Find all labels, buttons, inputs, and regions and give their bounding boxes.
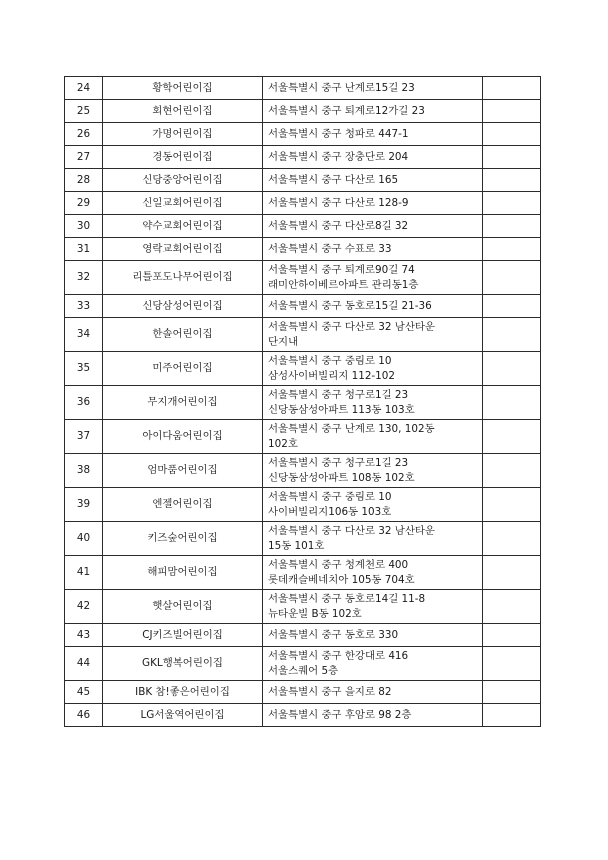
address-line: 서울특별시 중구 난계로 130, 102동 bbox=[268, 422, 435, 435]
address-line: 신당동삼성아파트 108동 102호 bbox=[268, 471, 415, 484]
daycare-address bbox=[263, 261, 483, 295]
table-row bbox=[65, 590, 541, 624]
table-row bbox=[65, 386, 541, 420]
daycare-name: IBK 참!좋은어린이집 bbox=[103, 681, 263, 704]
table-body bbox=[65, 77, 541, 727]
table-row bbox=[65, 681, 541, 704]
address-line: 서울특별시 중구 퇴계로12가길 23 bbox=[268, 104, 425, 117]
table-row bbox=[65, 488, 541, 522]
daycare-address bbox=[263, 123, 483, 146]
note-cell bbox=[483, 295, 541, 318]
daycare-address bbox=[263, 488, 483, 522]
note-cell bbox=[483, 318, 541, 352]
note-cell bbox=[483, 488, 541, 522]
address-line: 서울특별시 중구 중림로 10 bbox=[268, 490, 392, 503]
address-line: 뉴타운빌 B동 102호 bbox=[268, 607, 362, 620]
address-line: 삼성사이버빌리지 112-102 bbox=[268, 369, 396, 382]
note-cell bbox=[483, 454, 541, 488]
table-row bbox=[65, 192, 541, 215]
daycare-name: 미주어린이집 bbox=[103, 352, 263, 386]
daycare-address bbox=[263, 454, 483, 488]
daycare-address bbox=[263, 100, 483, 123]
note-cell bbox=[483, 261, 541, 295]
address-line: 서울특별시 중구 동호로 330 bbox=[268, 628, 399, 641]
row-number: 45 bbox=[65, 681, 103, 704]
daycare-name: CJ키즈빌어린이집 bbox=[103, 624, 263, 647]
address-line: 서울특별시 중구 다산로 32 남산타운 bbox=[268, 524, 435, 537]
table-row bbox=[65, 318, 541, 352]
daycare-name: GKL행복어린이집 bbox=[103, 647, 263, 681]
daycare-address bbox=[263, 318, 483, 352]
note-cell bbox=[483, 386, 541, 420]
row-number: 34 bbox=[65, 318, 103, 352]
daycare-name: 가명어린이집 bbox=[103, 123, 263, 146]
address-line: 서울특별시 중구 중림로 10 bbox=[268, 354, 392, 367]
row-number: 44 bbox=[65, 647, 103, 681]
address-line: 래미안하이베르아파트 관리동1층 bbox=[268, 278, 419, 291]
daycare-address bbox=[263, 215, 483, 238]
note-cell bbox=[483, 681, 541, 704]
daycare-address bbox=[263, 352, 483, 386]
table-row bbox=[65, 215, 541, 238]
address-line: 15동 101호 bbox=[268, 539, 325, 552]
daycare-name: 신당중앙어린이집 bbox=[103, 169, 263, 192]
daycare-address bbox=[263, 146, 483, 169]
daycare-name: 신당삼성어린이집 bbox=[103, 295, 263, 318]
row-number: 42 bbox=[65, 590, 103, 624]
table-row bbox=[65, 420, 541, 454]
daycare-address bbox=[263, 522, 483, 556]
daycare-name: 엄마품어린이집 bbox=[103, 454, 263, 488]
address-line: 서울특별시 중구 한강대로 416 bbox=[268, 649, 409, 662]
table-row bbox=[65, 522, 541, 556]
daycare-name: 키즈숲어린이집 bbox=[103, 522, 263, 556]
daycare-name: 아이다움어린이집 bbox=[103, 420, 263, 454]
row-number: 31 bbox=[65, 238, 103, 261]
address-line: 서울특별시 중구 청파로 447-1 bbox=[268, 127, 409, 140]
daycare-name: 엔젤어린이집 bbox=[103, 488, 263, 522]
daycare-name: 영락교회어린이집 bbox=[103, 238, 263, 261]
address-line: 서울특별시 중구 난계로15길 23 bbox=[268, 81, 415, 94]
address-line: 서울특별시 중구 청계천로 400 bbox=[268, 558, 409, 571]
row-number: 39 bbox=[65, 488, 103, 522]
daycare-address bbox=[263, 624, 483, 647]
table-row bbox=[65, 123, 541, 146]
table-row bbox=[65, 238, 541, 261]
address-line: 서울특별시 중구 청구로1길 23 bbox=[268, 456, 409, 469]
daycare-address bbox=[263, 169, 483, 192]
row-number: 43 bbox=[65, 624, 103, 647]
daycare-address bbox=[263, 192, 483, 215]
address-line: 서울특별시 중구 동호로15길 21-36 bbox=[268, 299, 432, 312]
daycare-address bbox=[263, 647, 483, 681]
table-row bbox=[65, 169, 541, 192]
row-number: 28 bbox=[65, 169, 103, 192]
address-line: 서울특별시 중구 동호로14길 11-8 bbox=[268, 592, 426, 605]
daycare-name: 햇살어린이집 bbox=[103, 590, 263, 624]
daycare-address bbox=[263, 556, 483, 590]
daycare-name: 무지개어린이집 bbox=[103, 386, 263, 420]
table-row bbox=[65, 261, 541, 295]
row-number: 41 bbox=[65, 556, 103, 590]
daycare-name: 경동어린이집 bbox=[103, 146, 263, 169]
address-line: 서울특별시 중구 을지로 82 bbox=[268, 685, 392, 698]
table-row bbox=[65, 454, 541, 488]
row-number: 26 bbox=[65, 123, 103, 146]
daycare-address bbox=[263, 77, 483, 100]
address-line: 서울특별시 중구 후암로 98 2층 bbox=[268, 708, 412, 721]
daycare-address bbox=[263, 386, 483, 420]
address-line: 서울특별시 중구 다산로 165 bbox=[268, 173, 399, 186]
daycare-name: LG서울역어린이집 bbox=[103, 704, 263, 727]
row-number: 37 bbox=[65, 420, 103, 454]
daycare-address bbox=[263, 590, 483, 624]
table-row bbox=[65, 146, 541, 169]
table-row bbox=[65, 77, 541, 100]
address-line: 102호 bbox=[268, 437, 298, 450]
table-row bbox=[65, 100, 541, 123]
note-cell bbox=[483, 238, 541, 261]
table-row bbox=[65, 556, 541, 590]
note-cell bbox=[483, 123, 541, 146]
row-number: 46 bbox=[65, 704, 103, 727]
row-number: 33 bbox=[65, 295, 103, 318]
row-number: 30 bbox=[65, 215, 103, 238]
address-line: 서울특별시 중구 퇴계로90길 74 bbox=[268, 263, 415, 276]
row-number: 40 bbox=[65, 522, 103, 556]
table-row bbox=[65, 352, 541, 386]
address-line: 서울특별시 중구 다산로8길 32 bbox=[268, 219, 409, 232]
daycare-table bbox=[64, 76, 541, 727]
daycare-address bbox=[263, 295, 483, 318]
note-cell bbox=[483, 100, 541, 123]
note-cell bbox=[483, 77, 541, 100]
address-line: 서울특별시 중구 장충단로 204 bbox=[268, 150, 409, 163]
note-cell bbox=[483, 704, 541, 727]
note-cell bbox=[483, 522, 541, 556]
row-number: 32 bbox=[65, 261, 103, 295]
table-row bbox=[65, 624, 541, 647]
table-row bbox=[65, 704, 541, 727]
note-cell bbox=[483, 420, 541, 454]
note-cell bbox=[483, 146, 541, 169]
address-line: 서울특별시 중구 청구로1길 23 bbox=[268, 388, 409, 401]
address-line: 서울특별시 중구 다산로 128-9 bbox=[268, 196, 409, 209]
daycare-address bbox=[263, 420, 483, 454]
address-line: 단지내 bbox=[268, 335, 299, 348]
daycare-name: 회현어린이집 bbox=[103, 100, 263, 123]
address-line: 서울특별시 중구 수표로 33 bbox=[268, 242, 392, 255]
note-cell bbox=[483, 624, 541, 647]
note-cell bbox=[483, 192, 541, 215]
row-number: 38 bbox=[65, 454, 103, 488]
row-number: 35 bbox=[65, 352, 103, 386]
address-line: 서울특별시 중구 다산로 32 남산타운 bbox=[268, 320, 435, 333]
row-number: 25 bbox=[65, 100, 103, 123]
address-line: 롯데캐슬베네치아 105동 704호 bbox=[268, 573, 415, 586]
row-number: 24 bbox=[65, 77, 103, 100]
row-number: 29 bbox=[65, 192, 103, 215]
daycare-address bbox=[263, 238, 483, 261]
table-row bbox=[65, 647, 541, 681]
daycare-name: 리틀포도나무어린이집 bbox=[103, 261, 263, 295]
address-line: 신당동삼성아파트 113동 103호 bbox=[268, 403, 415, 416]
note-cell bbox=[483, 647, 541, 681]
daycare-name: 신일교회어린이집 bbox=[103, 192, 263, 215]
note-cell bbox=[483, 215, 541, 238]
note-cell bbox=[483, 352, 541, 386]
daycare-name: 해피맘어린이집 bbox=[103, 556, 263, 590]
note-cell bbox=[483, 169, 541, 192]
row-number: 27 bbox=[65, 146, 103, 169]
address-line: 서울스퀘어 5층 bbox=[268, 664, 339, 677]
daycare-name: 한솔어린이집 bbox=[103, 318, 263, 352]
daycare-address bbox=[263, 704, 483, 727]
address-line: 사이버빌리지106동 103호 bbox=[268, 505, 392, 518]
daycare-name: 황학어린이집 bbox=[103, 77, 263, 100]
row-number: 36 bbox=[65, 386, 103, 420]
daycare-address bbox=[263, 681, 483, 704]
note-cell bbox=[483, 590, 541, 624]
table-row bbox=[65, 295, 541, 318]
note-cell bbox=[483, 556, 541, 590]
daycare-name: 약수교회어린이집 bbox=[103, 215, 263, 238]
